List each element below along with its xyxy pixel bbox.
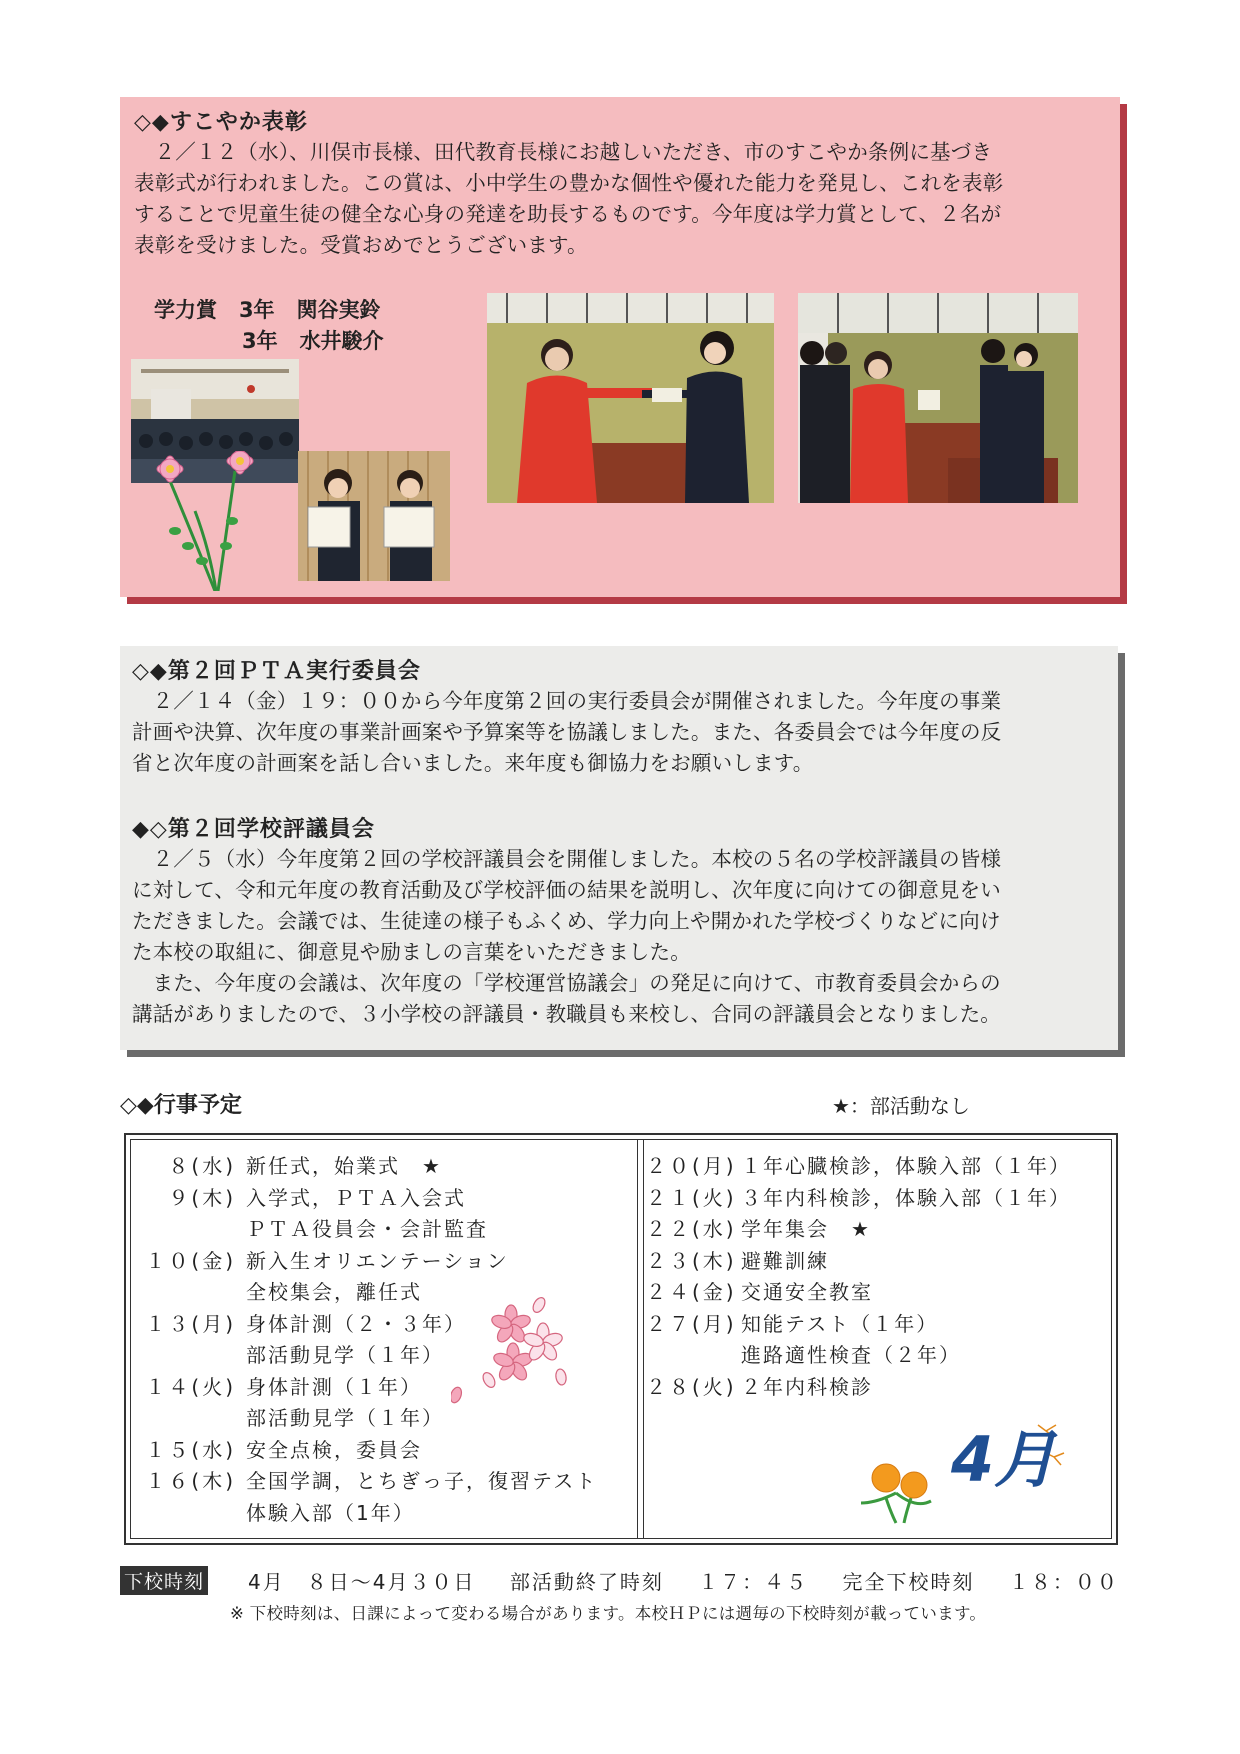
certificate-handover-photo-1 xyxy=(487,293,774,503)
full-dismissal-time: １８：００ xyxy=(1008,1569,1119,1594)
column-divider xyxy=(637,1139,644,1539)
body-line: 講話がありましたので、３小学校の評議員・教職員も来校し、合同の評議員会となりました。 xyxy=(132,1002,1001,1026)
body-line: ２／１４（金）１９：００から今年度第２回の実行委員会が開催されました。今年度の事業 xyxy=(152,689,1002,713)
body-line: 省と次年度の計画案を話し合いました。来年度も御協力をお願いします。 xyxy=(132,751,814,775)
schedule-row: 全校集会，離任式 xyxy=(246,1280,422,1304)
awardee-name: 関谷実鈴 xyxy=(296,298,381,322)
award-label: 学力賞 xyxy=(154,298,217,322)
body-line: ２／５（水）今年度第２回の学校評議員会を開催しました。本校の５名の学校評議員の皆様 xyxy=(152,847,1002,871)
sukoyaka-heading: ◇◆すこやか表彰 xyxy=(134,110,308,135)
dismissal-time-bar xyxy=(120,1566,1147,1594)
cherry-blossom-illustration xyxy=(451,1295,591,1405)
april-label: 4月 xyxy=(951,1423,1057,1496)
sukoyaka-award-panel xyxy=(120,97,1120,597)
certificate-handover-photo-2 xyxy=(798,293,1078,503)
body-line: 計画や決算、次年度の事業計画案や予算案等を協議しました。また、各委員会では今年度の反 xyxy=(132,720,1002,744)
schedule-heading: ◇◆行事予定 xyxy=(120,1093,242,1118)
schedule-row: ２８(火) ２年内科検診 xyxy=(646,1374,873,1399)
body-line: 表彰式が行われました。この賞は、小中学生の豊かな個性や優れた能力を発見し、これを表彰 xyxy=(134,171,1004,195)
schedule-row: ２０(月) １年心臓検診，体験入部（１年） xyxy=(646,1154,1071,1178)
dismissal-tag: 下校時刻 xyxy=(120,1566,208,1595)
schedule-row: ２１(火) ３年内科検診，体験入部（１年） xyxy=(646,1185,1071,1210)
pta-committee-body xyxy=(132,686,1112,779)
pta-committee-heading: ◇◆第２回ＰＴＡ実行委員会 xyxy=(132,659,421,684)
schedule-row: ２４(金) 交通安全教室 xyxy=(646,1280,873,1304)
schedule-row: ２３(木) 避難訓練 xyxy=(646,1248,829,1273)
body-line: ２／１２（水）、川俣市長様、田代教育長様にお越しいただき、市のすこやか条例に基づき xyxy=(154,140,993,164)
awardee-grade: 3年 xyxy=(242,329,278,353)
schedule-row: 体験入部（1年） xyxy=(246,1500,415,1525)
body-line: することで児童生徒の健全な心身の発達を助長するものです。今年度は学力賞として、２名が xyxy=(134,202,1002,226)
dismissal-period: 4月 ８日〜4月３０日 xyxy=(248,1569,476,1594)
schedule-row: １０(金) 新入生オリエンテーション xyxy=(145,1248,509,1273)
cosmos-flower-illustration xyxy=(140,451,290,591)
awardee-name: 水井駿介 xyxy=(299,329,384,353)
schedule-row: 部活動見学（１年） xyxy=(246,1343,444,1367)
schedule-row: １４(火) 身体計測（１年） xyxy=(145,1374,422,1399)
pta-council-panel xyxy=(120,646,1118,1050)
schedule-row: １３(月) 身体計測（２・３年） xyxy=(145,1311,466,1336)
body-line: また、今年度の会議は、次年度の「学校運営協議会」の発足に向けて、市教育委員会からの xyxy=(152,971,1001,995)
body-line: た本校の取組に、御意見や励ましの言葉をいただきました。 xyxy=(132,940,691,964)
april-badge xyxy=(856,1423,1076,1533)
club-end-label: 部活動終了時刻 xyxy=(509,1569,664,1594)
awardee-grade: 3年 xyxy=(238,298,275,322)
schedule-row: 部活動見学（１年） xyxy=(246,1406,444,1430)
schedule-row: ２２(水) 学年集会 ★ xyxy=(646,1217,871,1241)
schedule-row: １５(水) 安全点検，委員会 xyxy=(145,1437,422,1462)
schedule-row: ８(水) 新任式，始業式 ★ xyxy=(168,1154,442,1178)
schedule-row: １６(木) 全国学調，とちぎっ子，復習テスト xyxy=(145,1469,598,1493)
schedule-row: ２７(月) 知能テスト（１年） xyxy=(646,1311,939,1336)
dismissal-note: ※ 下校時刻は、日課によって変わる場合があります。本校ＨＰには週毎の下校時刻が載っています。 xyxy=(230,1604,987,1623)
schedule-row: ＰＴＡ役員会・会計監査 xyxy=(246,1217,488,1241)
award-list xyxy=(154,295,384,357)
school-council-heading: ◆◇第２回学校評議員会 xyxy=(132,817,375,842)
full-dismissal-label: 完全下校時刻 xyxy=(842,1569,975,1594)
school-council-body xyxy=(132,844,1112,1030)
schedule-row: ９(木) 入学式，ＰＴＡ入会式 xyxy=(168,1185,466,1210)
sukoyaka-body xyxy=(134,137,1114,261)
schedule-row: 進路適性検査（２年） xyxy=(741,1343,961,1367)
schedule-legend: ★：部活動なし xyxy=(832,1094,970,1118)
schedule-right-column xyxy=(646,1151,1071,1403)
club-end-time: １７：４５ xyxy=(698,1569,809,1594)
award-students-photo xyxy=(298,451,450,581)
body-line: ただきました。会議では、生徒達の様子もふくめ、学力向上や開かれた学校づくりなどに向け xyxy=(132,909,1001,933)
body-line: に対して、令和元年度の教育活動及び学校評価の結果を説明し、次年度に向けての御意見をい xyxy=(132,878,1001,902)
body-line: 表彰を受けました。受賞おめでとうございます。 xyxy=(134,233,588,257)
schedule-table xyxy=(124,1133,1118,1545)
